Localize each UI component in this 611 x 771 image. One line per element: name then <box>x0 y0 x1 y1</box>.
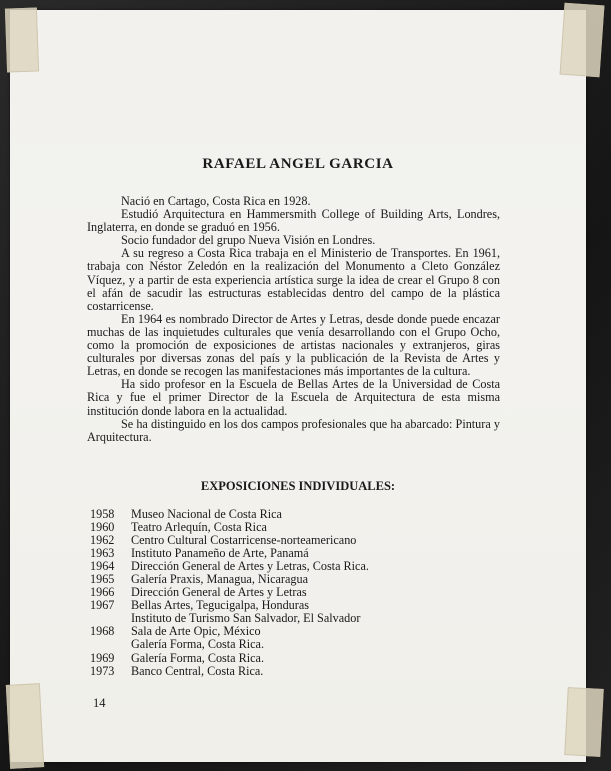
exhibition-year: 1962 <box>90 533 115 548</box>
exhibition-row <box>90 652 369 665</box>
exhibition-place: Galería Forma, Costa Rica. <box>131 650 265 665</box>
exhibition-year: 1969 <box>90 650 115 665</box>
page-number: 14 <box>93 696 106 710</box>
exhibition-place: Centro Cultural Costarricense-norteamericano <box>131 533 357 548</box>
exhibition-year <box>90 638 131 651</box>
exhibition-place: Instituto Panameño de Arte, Panamá <box>131 546 309 561</box>
tape-strip <box>560 3 605 78</box>
exhibition-place: Dirección General de Artes y Letras, Costa Rica. <box>131 559 369 574</box>
exhibitions-list <box>90 508 369 678</box>
exhibitions-heading: EXPOSICIONES INDIVIDUALES: <box>200 479 396 493</box>
biography-paragraph: En 1964 es nombrado Director de Artes y Letras, desde donde puede encazar muchas de las inquietudes culturales que venía desarrollando con el Grupo Ocho, como la promoción de exposiciones de artistas nacionales y extranjeros, giras culturales por diversas zonas del país y la publicación de la Revista de Artes y Letras, en donde se recogen las manifestaciones más importantes de la cultura. <box>87 311 500 379</box>
biography-paragraph: Estudió Arquitectura en Hammersmith College of Building Arts, Londres, Inglaterra, en donde se graduó en 1956. <box>87 207 500 235</box>
exhibition-row <box>90 665 369 678</box>
biography-paragraph: Socio fundador del grupo Nueva Visión en Londres. <box>121 233 376 248</box>
biography-text <box>87 195 500 444</box>
exhibition-place: Museo Nacional de Costa Rica <box>131 507 282 521</box>
exhibition-place: Sala de Arte Opic, México <box>131 624 261 639</box>
exhibition-place: Teatro Arlequín, Costa Rica <box>131 520 267 535</box>
tape-strip <box>6 683 44 769</box>
exhibition-place: Instituto de Turismo San Salvador, El Salvador <box>131 611 361 626</box>
exhibition-place: Galería Praxis, Managua, Nicaragua <box>131 572 308 587</box>
exhibition-place: Dirección General de Artes y Letras <box>131 585 307 600</box>
page-title: RAFAEL ANGEL GARCIA <box>202 156 394 172</box>
exhibition-place: Bellas Artes, Tegucigalpa, Honduras <box>131 598 309 613</box>
biography-paragraph: Ha sido profesor en la Escuela de Bellas Artes de la Universidad de Costa Rica y fue el primer Director de la Escuela de Arquitectura de esta misma institución donde labora en la actualidad. <box>87 377 500 418</box>
document-page <box>10 10 586 762</box>
exhibition-year: 1965 <box>90 572 115 587</box>
exhibition-year: 1973 <box>90 663 115 678</box>
tape-strip <box>5 7 39 72</box>
exhibition-year: 1964 <box>90 559 115 574</box>
exhibition-year: 1968 <box>90 624 115 639</box>
exhibition-place: Banco Central, Costa Rica. <box>131 663 264 678</box>
exhibition-year: 1967 <box>90 598 115 613</box>
exhibition-year: 1960 <box>90 520 115 535</box>
biography-paragraph: A su regreso a Costa Rica trabaja en el Ministerio de Transportes. En 1961, trabaja con Néstor Zeledón en la realización del Monumento a Cleto González Víquez, y a partir de esta experiencia artística surge la idea de crear el Grupo 8 con el afán de sacudir las estructuras establecidas dentro del campo de la plástica costarricense. <box>87 246 500 313</box>
exhibition-year: 1966 <box>90 585 115 600</box>
tape-strip <box>564 687 604 757</box>
exhibition-year: 1958 <box>90 507 115 521</box>
exhibition-row <box>90 638 369 651</box>
biography-paragraph: Se ha distinguido en los dos campos profesionales que ha abarcado: Pintura y Arquitectura. <box>87 416 500 444</box>
exhibition-place: Galería Forma, Costa Rica. <box>131 637 265 652</box>
biography-paragraph: Nació en Cartago, Costa Rica en 1928. <box>121 194 311 208</box>
exhibition-year: 1963 <box>90 546 115 561</box>
